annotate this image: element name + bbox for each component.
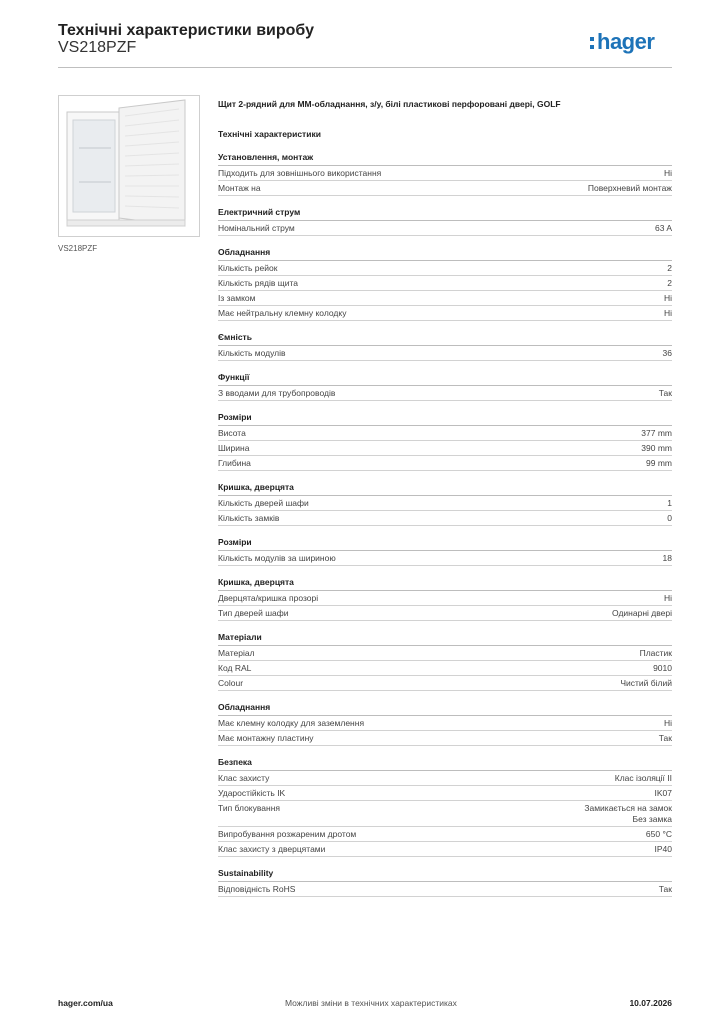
spec-value: 377 mm (641, 428, 672, 438)
product-reference: VS218PZF (58, 39, 137, 56)
spec-label: Має нейтральну клемну колодку (218, 308, 347, 318)
spec-row (218, 551, 672, 566)
spec-label: Ударостійкість IK (218, 788, 286, 798)
spec-row (218, 456, 672, 471)
spec-row (218, 261, 672, 276)
product-image (58, 95, 200, 237)
spec-value: Ні (663, 308, 672, 318)
spec-group-heading: Розміри (218, 412, 252, 422)
distribution-board-cabinet-icon (59, 96, 199, 236)
spec-value: Замикається на замок Без замка (584, 803, 672, 824)
spec-value: Ні (663, 168, 672, 178)
spec-row (218, 441, 672, 456)
spec-group-heading: Ємність (218, 332, 252, 342)
spec-label: Тип дверей шафи (218, 608, 289, 618)
spec-label: З вводами для трубопроводів (218, 388, 336, 398)
spec-value: 2 (667, 263, 672, 273)
spec-group (218, 151, 672, 196)
spec-row (218, 786, 672, 801)
spec-row (218, 661, 672, 676)
spec-row (218, 716, 672, 731)
footer-website: hager.com/ua (58, 998, 113, 1008)
spec-group (218, 576, 672, 621)
spec-value: Одинарні двері (612, 608, 672, 618)
spec-group-heading: Електричний струм (218, 207, 301, 217)
spec-row (218, 827, 672, 842)
spec-group (218, 631, 672, 691)
footer-date: 10.07.2026 (629, 998, 672, 1008)
spec-group-heading: Установлення, монтаж (218, 152, 314, 162)
spec-label: Код RAL (218, 663, 252, 673)
spec-label: Глибина (218, 458, 251, 468)
spec-label: Тип блокування (218, 803, 281, 813)
spec-row (218, 496, 672, 511)
logo-colon-mark (590, 37, 594, 50)
spec-value: 390 mm (641, 443, 672, 453)
spec-value: 1 (667, 498, 672, 508)
spec-row (218, 386, 672, 401)
spec-label: Ширина (218, 443, 250, 453)
spec-group-heading: Безпека (218, 757, 252, 767)
spec-value: 9010 (653, 663, 672, 673)
spec-group-heading: Матеріали (218, 632, 262, 642)
spec-value: Так (658, 388, 672, 398)
spec-group-heading: Функції (218, 372, 250, 382)
spec-label: Матеріал (218, 648, 255, 658)
spec-label: Клас захисту з дверцятами (218, 844, 326, 854)
spec-row (218, 882, 672, 897)
spec-value: Так (658, 733, 672, 743)
hager-logo (590, 30, 674, 54)
spec-label: Номінальний струм (218, 223, 295, 233)
spec-label: Кількість дверей шафи (218, 498, 309, 508)
spec-value: Так (658, 884, 672, 894)
spec-label: Colour (218, 678, 244, 688)
spec-label: Із замком (218, 293, 256, 303)
spec-value: Поверхневий монтаж (587, 183, 672, 193)
spec-value: 0 (667, 513, 672, 523)
spec-group (218, 756, 672, 857)
spec-row (218, 306, 672, 321)
spec-group (218, 246, 672, 321)
spec-row (218, 511, 672, 526)
spec-value: 99 mm (646, 458, 672, 468)
spec-label: Кількість модулів (218, 348, 286, 358)
spec-value: IK07 (654, 788, 672, 798)
spec-row (218, 731, 672, 746)
specifications-panel (218, 97, 672, 897)
spec-group-heading: Розміри (218, 537, 252, 547)
spec-value: Ні (663, 718, 672, 728)
spec-row (218, 426, 672, 441)
footer-disclaimer: Можливі зміни в технічних характеристиках (285, 998, 457, 1008)
spec-label: Має клемну колодку для заземлення (218, 718, 365, 728)
spec-row (218, 606, 672, 621)
spec-value: Ні (663, 593, 672, 603)
spec-label: Кількість рядів щита (218, 278, 298, 288)
spec-group (218, 206, 672, 236)
spec-row (218, 181, 672, 196)
spec-value: 2 (667, 278, 672, 288)
spec-group-heading: Кришка, дверцята (218, 577, 294, 587)
spec-group-heading: Кришка, дверцята (218, 482, 294, 492)
spec-label: Відповідність RoHS (218, 884, 296, 894)
spec-group (218, 701, 672, 746)
spec-row (218, 801, 672, 827)
spec-row (218, 842, 672, 857)
product-description: Щит 2-рядний для ММ-обладнання, з/у, білі пластикові перфоровані двері, GOLF (218, 99, 561, 109)
logo-wordmark: hager (597, 29, 655, 54)
spec-label: Висота (218, 428, 246, 438)
image-caption: VS218PZF (58, 244, 98, 253)
spec-row (218, 166, 672, 181)
spec-label: Має монтажну пластину (218, 733, 314, 743)
spec-value: 650 °C (645, 829, 672, 839)
spec-group-heading: Обладнання (218, 247, 271, 257)
spec-value: Клас ізоляції II (614, 773, 672, 783)
spec-row (218, 276, 672, 291)
spec-value: 18 (662, 553, 672, 563)
specifications-heading: Технічні характеристики (218, 129, 321, 139)
spec-value: Чистий білий (620, 678, 672, 688)
spec-value: 63 A (654, 223, 672, 233)
spec-label: Кількість рейок (218, 263, 278, 273)
spec-label: Клас захисту (218, 773, 270, 783)
page-title: Технічні характеристики виробу (58, 22, 314, 39)
header-divider (58, 67, 672, 68)
spec-label: Випробування розжареним дротом (218, 829, 357, 839)
spec-label: Підходить для зовнішнього використання (218, 168, 382, 178)
spec-row (218, 591, 672, 606)
spec-row (218, 771, 672, 786)
spec-row (218, 646, 672, 661)
spec-row (218, 291, 672, 306)
spec-label: Дверцята/кришка прозорі (218, 593, 319, 603)
spec-group-heading: Sustainability (218, 868, 274, 878)
spec-row (218, 676, 672, 691)
spec-group (218, 867, 672, 897)
spec-label: Кількість модулів за шириною (218, 553, 336, 563)
spec-value: 36 (662, 348, 672, 358)
spec-group (218, 331, 672, 361)
spec-group (218, 411, 672, 471)
spec-group (218, 371, 672, 401)
spec-row (218, 346, 672, 361)
spec-group (218, 481, 672, 526)
spec-value: Ні (663, 293, 672, 303)
spec-label: Кількість замків (218, 513, 280, 523)
spec-group (218, 536, 672, 566)
specification-groups (218, 151, 672, 897)
spec-row (218, 221, 672, 236)
spec-value: Пластик (639, 648, 672, 658)
spec-group-heading: Обладнання (218, 702, 271, 712)
spec-label: Монтаж на (218, 183, 261, 193)
spec-value: IP40 (654, 844, 672, 854)
